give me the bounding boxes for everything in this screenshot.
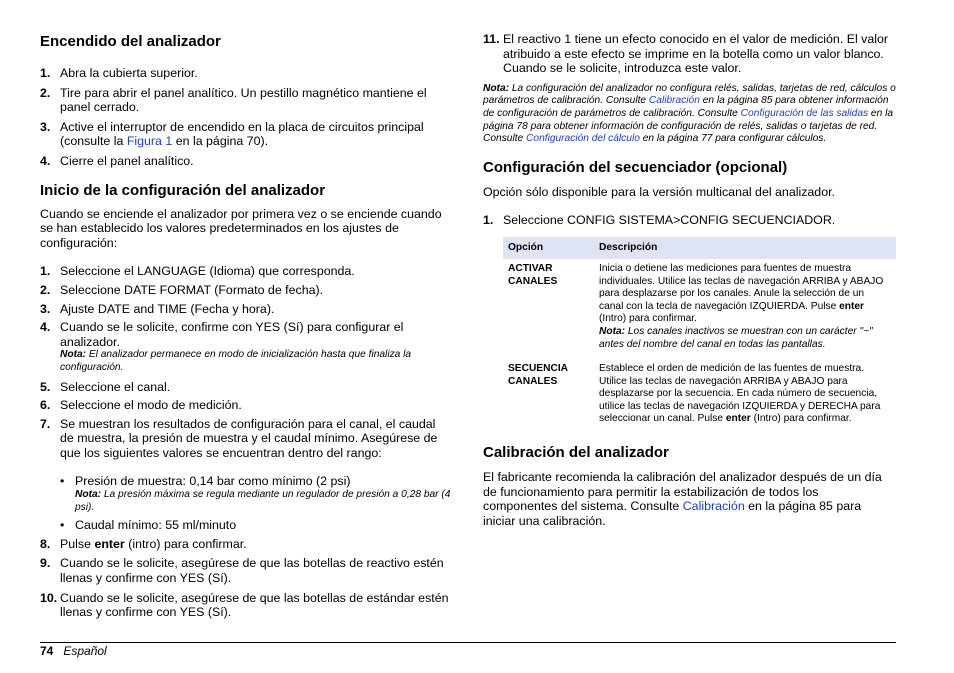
sequencer-intro: Opción sólo disponible para la versión multicanal del analizador. xyxy=(483,184,835,199)
pressure-note: Nota: La presión máxima se regula mediante un regulador de presión a 0,28 bar (4 psi). xyxy=(75,489,451,513)
sequencer-step-1: 1. Seleccione CONFIG SISTEMA>CONFIG SECUENCIADOR. xyxy=(483,213,836,228)
outputs-config-link[interactable]: Configuración de las salidas xyxy=(740,107,869,119)
section-title-calibration: Calibración del analizador xyxy=(483,444,669,462)
setup-step-3: 3. Ajuste DATE and TIME (Fecha y hora). xyxy=(40,301,275,316)
right-column xyxy=(483,30,896,528)
description-cell: Inicia o detiene las mediciones para fuentes de muestra individuales. Utilice las teclas de navegación ARRIBA y ABAJO para desplazarse por los canales. Anule la selección de un canal con la tecla de navegación IZQUIERDA. Pulse enter (Intro) para confirmar. Nota: Los canales inactivos se muestran con un carácter "~" antes del nombre del canal en todas las pantallas. xyxy=(594,263,896,351)
startup-step-4: 4. Cierre el panel analítico. xyxy=(40,153,194,168)
startup-step-2: 2. Tire para abrir el panel analítico. Un pestillo magnético mantiene el panel cerrado. xyxy=(40,85,427,115)
calibration-intro: El fabricante recomienda la calibración del analizador después de un día de funcionamiento para permitir la estabilización de todos los componentes del sistema. Consulte Calibración en la página 85 para iniciar una calibración. xyxy=(483,470,882,528)
table-row xyxy=(503,263,896,351)
bullet-pressure: • Presión de muestra: 0,14 bar como mínimo (2 psi) Nota: La presión máxima se regula mediante un regulador de presión a 0,28 bar (4 psi). xyxy=(60,474,451,513)
bullet-flow: • Caudal mínimo: 55 ml/minuto xyxy=(60,518,237,533)
table-header-row xyxy=(503,237,896,259)
page-number: 74 xyxy=(40,644,54,658)
section-title-sequencer: Configuración del secuenciador (opcional) xyxy=(483,158,788,176)
section-title-startup: Encendido del analizador xyxy=(40,33,221,50)
setup-step-1: 1. Seleccione el LANGUAGE (Idioma) que corresponda. xyxy=(40,264,355,279)
setup-step-9: 9. Cuando se le solicite, asegúrese de que las botellas de reactivo estén llenas y confirme con YES (Sí). xyxy=(40,556,444,586)
setup-step-8: 8. Pulse enter (intro) para confirmar. xyxy=(40,536,247,551)
calculation-config-link[interactable]: Configuración del cálculo xyxy=(526,133,640,145)
channel-note: Nota: Los canales inactivos se muestran con un carácter "~" antes del nombre del canal en todas las pantallas. xyxy=(599,325,873,350)
left-column xyxy=(40,30,452,620)
setup-step-4: 4. Cuando se le solicite, confirme con YES (Sí) para configurar el analizador. Nota: El analizador permanece en modo de inicialización hasta que finaliza la configuración. xyxy=(40,320,452,374)
setup-step-7: 7. Se muestran los resultados de configuración para el canal, el caudal de muestra, la presión de muestra y el caudal mínimo. Asegúrese de que los siguientes valores se encuentran dentro del rango: xyxy=(40,416,438,460)
figure-link[interactable]: Figura 1 xyxy=(126,134,173,149)
footer-divider xyxy=(40,642,896,643)
column-header-option: Opción xyxy=(503,237,594,259)
setup-step-4-note: Nota: El analizador permanece en modo de inicialización hasta que finaliza la configuración. xyxy=(60,349,412,373)
startup-step-1: 1. Abra la cubierta superior. xyxy=(40,66,198,80)
calibration-link[interactable]: Calibración xyxy=(648,95,700,107)
page-footer xyxy=(40,644,107,658)
setup-intro: Cuando se enciende el analizador por primera vez o se enciende cuando se han establecido los valores predeterminados en los ajustes de configuración: xyxy=(40,206,442,250)
option-cell: SECUENCIA CANALES xyxy=(508,363,568,387)
setup-step-10: 10. Cuando se le solicite, asegúrese de que las botellas de estándar estén llenas y confirme con YES (Sí). xyxy=(40,590,449,620)
setup-step-11: 11. El reactivo 1 tiene un efecto conocido en el valor de medición. El valor atribuido a este efecto se imprime en la botella como un valor blanco. Cuando se le solicite, introduzca este valor. xyxy=(483,32,889,76)
calibration-link-2[interactable]: Calibración xyxy=(682,499,745,514)
option-cell: ACTIVAR CANALES xyxy=(508,262,558,287)
description-cell: Establece el orden de medición de las fuentes de muestra. Utilice las teclas de navegación ARRIBA y ABAJO para desplazarse por la secuencia. En cada número de secuencia, utilice las teclas de navegación IZQUIERDA y DERECHA para seleccionar un canal. Pulse enter (Intro) para confirmar. xyxy=(599,363,881,425)
setup-step-5: 5. Seleccione el canal. xyxy=(40,379,171,394)
setup-step-2: 2. Seleccione DATE FORMAT (Formato de fecha). xyxy=(40,282,324,297)
setup-step-6: 6. Seleccione el modo de medición. xyxy=(40,398,242,413)
footer-language: Español xyxy=(63,644,107,658)
config-note: Nota: La configuración del analizador no configura relés, salidas, tarjetas de red, cálculos o parámetros de calibración. Consulte Calibración en la página 85 para obtener información de configuración de parámetros de calibración. Consulte Configuración de las salidas en la página 78 para obtener información de configuración de relés, salidas o tarjetas de red. Consulte Configuración del cálculo en la página 77 para configurar cálculos. xyxy=(483,82,896,145)
column-header-description: Descripción xyxy=(594,237,896,259)
sequencer-options-table xyxy=(503,237,896,426)
table-row xyxy=(503,363,896,426)
section-title-setup: Inicio de la configuración del analizador xyxy=(40,181,326,199)
startup-step-3: 3. Active el interruptor de encendido en la placa de circuitos principal (consulte la Figura 1 en la página 70). xyxy=(40,119,424,149)
